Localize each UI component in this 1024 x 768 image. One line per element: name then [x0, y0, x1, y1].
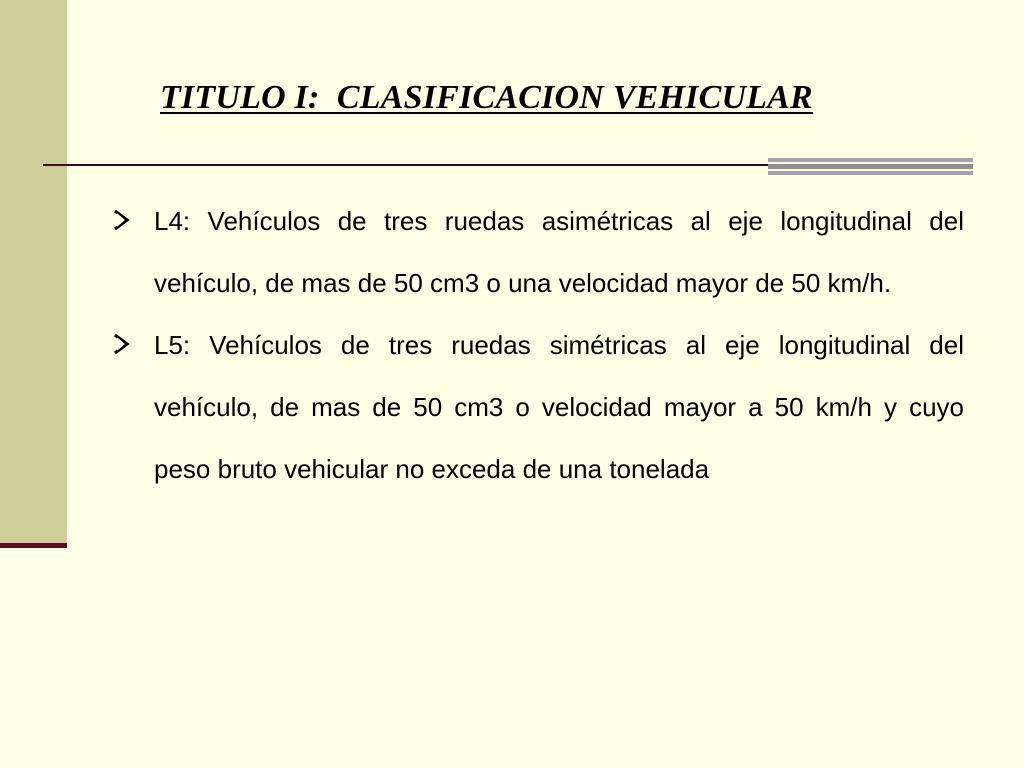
title-divider: [43, 164, 770, 166]
arrow-bullet-icon: [112, 208, 132, 232]
list-item: [112, 314, 964, 500]
side-band-accent-bar: [0, 543, 67, 548]
bullet-list: [112, 190, 964, 500]
bullet-text: L5: Vehículos de tres ruedas simétricas al eje longitudinal del vehículo, de mas de 50 cm3 o velocidad mayor a 50 km/h y cuyo peso bruto vehicular no exceda de una tonelada: [154, 330, 964, 484]
slide-title: TITULO I: CLASIFICACION VEHICULAR: [160, 79, 813, 116]
arrow-bullet-icon: [112, 332, 132, 356]
bullet-text: L4: Vehículos de tres ruedas asimétricas al eje longitudinal del vehículo, de mas de 50 cm3 o una velocidad mayor de 50 km/h.: [154, 206, 964, 298]
side-band: [0, 0, 67, 543]
list-item: [112, 190, 964, 314]
divider-accent: [768, 158, 973, 179]
